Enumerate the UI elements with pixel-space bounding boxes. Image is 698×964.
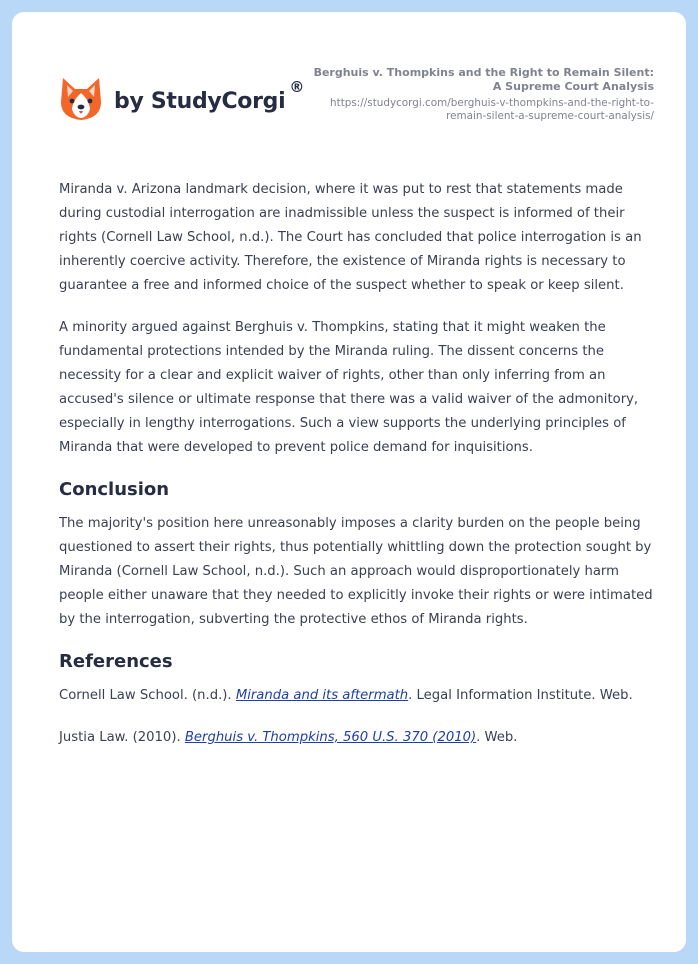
conclusion-heading: Conclusion <box>59 479 170 500</box>
reference-suffix: . Web. <box>476 730 518 745</box>
references-heading: References <box>59 651 173 672</box>
reference-prefix: Cornell Law School. (n.d.). <box>59 688 236 703</box>
conclusion-paragraph: The majority's position here unreasonably imposes a clarity burden on the people being questioned to assert their rights, thus potentially whittling down the protection sought by Miranda (Cornell Law School, n.d.). Such an approach would disproportionately harm people either unaware that they needed to explicitly invoke their rights or were intimated by the interrogation, subverting the protective ethos of Miranda rights. <box>59 516 653 627</box>
studycorgi-logo[interactable] <box>60 76 304 122</box>
document-page <box>12 12 686 952</box>
reference-prefix: Justia Law. (2010). <box>59 730 185 745</box>
body-paragraph-1: Miranda v. Arizona landmark decision, where it was put to rest that statements made during custodial interrogation are inadmissible unless the suspect is informed of their rights (Cornell Law School, n.d.). The Court has concluded that police interrogation is an inherently coercive activity. Therefore, the existence of Miranda rights is necessary to guarantee a free and informed choice of the suspect whether to speak or keep silent. <box>59 182 642 293</box>
logo-text: by StudyCorgi <box>114 88 286 114</box>
reference-link[interactable]: Miranda and its aftermath <box>235 688 409 703</box>
reference-item <box>59 726 659 750</box>
reference-link[interactable]: Berghuis v. Thompkins, 560 U.S. 370 (2010) <box>184 730 477 745</box>
registered-mark: ® <box>289 78 305 96</box>
document-body <box>59 178 659 768</box>
reference-suffix: . Legal Information Institute. Web. <box>408 688 633 703</box>
reference-item <box>59 684 659 708</box>
document-meta <box>304 66 654 123</box>
corgi-logo-icon <box>60 76 102 122</box>
document-title: Berghuis v. Thompkins and the Right to Remain Silent: A Supreme Court Analysis <box>313 66 654 93</box>
page-header <box>12 12 686 162</box>
body-paragraph-2: A minority argued against Berghuis v. Thompkins, stating that it might weaken the fundamental protections intended by the Miranda ruling. The dissent concerns the necessity for a clear and explicit waiver of rights, other than only inferring from an accused's silence or ultimate response that there was a valid waiver of the admonitory, especially in lengthy interrogations. Such a view supports the underlying principles of Miranda that were developed to prevent police demand for inquisitions. <box>59 320 639 455</box>
document-url[interactable]: https://studycorgi.com/berghuis-v-thompkins-and-the-right-to-remain-silent-a-supreme-court-analysis/ <box>330 97 654 122</box>
